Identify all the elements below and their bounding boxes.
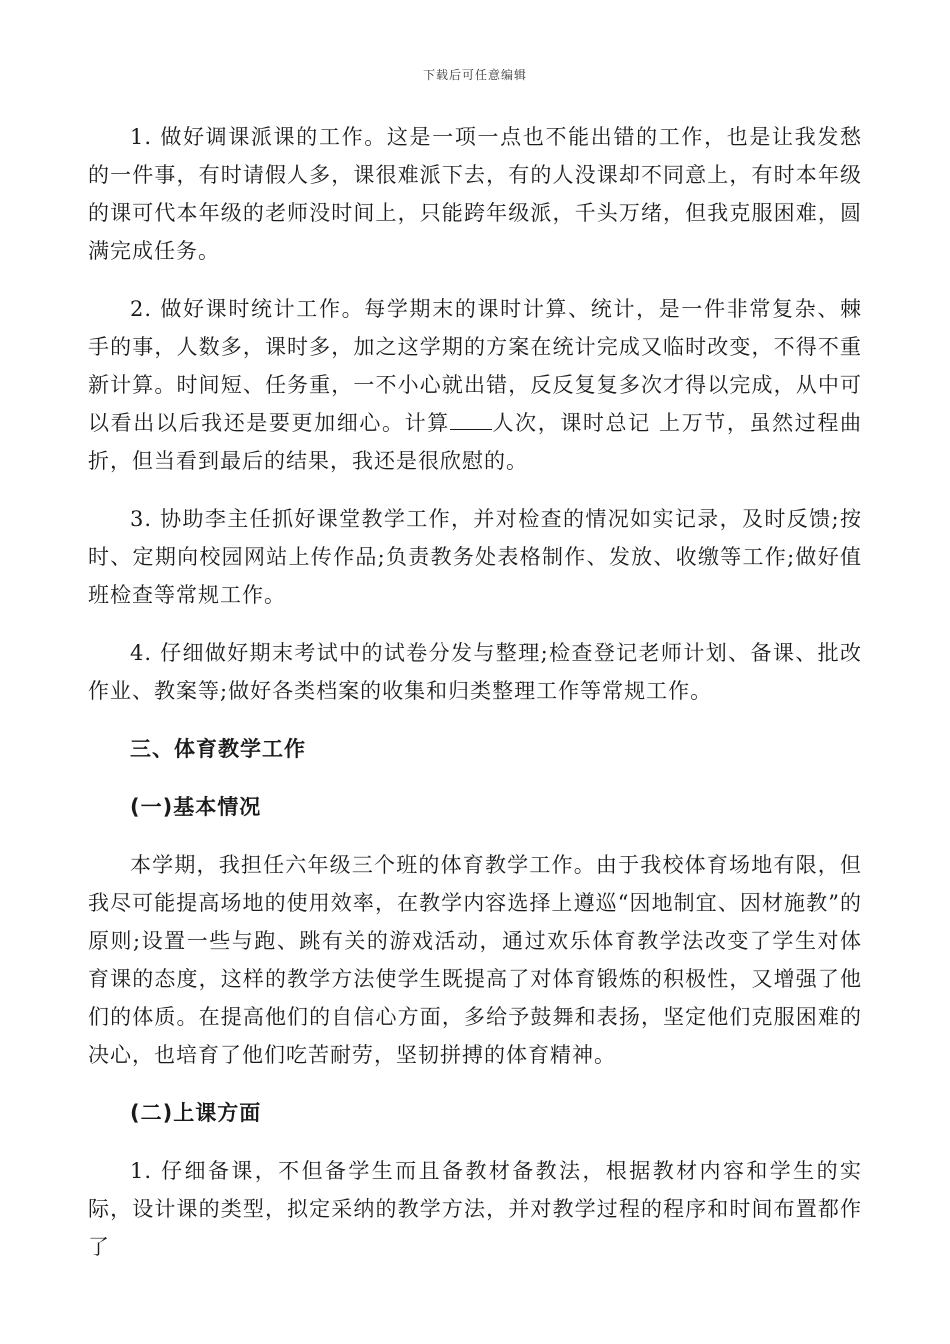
paragraph-course-scheduling: 1. 做好调课派课的工作。这是一项一点也不能出错的工作，也是让我发愁的一件事，有时请假人多，课很难派下去，有的人没课却不同意上，有时本年级的课可代本年级的老师没时间上，只能跨年级派，千头万绪，但我克服困难，圆满完成任务。 (88, 125, 862, 263)
header-note: 下载后可任意编辑 (422, 68, 527, 82)
section-heading-pe-teaching: 三、体育教学工作 (130, 737, 306, 761)
paragraph-lesson-preparation: 1. 仔细备课，不但备学生而且备教材备教法，根据教材内容和学生的实际，设计课的类型，拟定采纳的教学方法，并对教学过程的程序和时间布置都作了 (88, 1159, 862, 1259)
paragraph-exam-work: 4. 仔细做好期末考试中的试卷分发与整理;检查登记老师计划、备课、批改作业、教案等;做好各类档案的收集和归类整理工作等常规工作。 (88, 641, 862, 703)
document-body (88, 118, 862, 1286)
paragraph-text: 人次，课时总记 上万节，虽然过程曲折，但当看到最后的结果，我还是很欣慰的。 (88, 411, 862, 473)
paragraph-basic-situation: 本学期，我担任六年级三个班的体育教学工作。由于我校体育场地有限，但我尽可能提高场地的使用效率，在教学内容选择上遵巡“因地制宜、因材施教”的原则;设置一些与跑、跳有关的游戏活动，通过欢乐体育教学法改变了学生对体育课的态度，这样的教学方法使学生既提高了对体育锻炼的积极性，又增强了他们的体质。在提高他们的自信心方面，多给予鼓舞和表扬，坚定他们克服困难的决心，也培育了他们吃苦耐劳，坚韧拼搏的体育精神。 (88, 853, 862, 1067)
subsection-heading-basic-situation: (一)基本情况 (130, 795, 262, 819)
blank-underline (450, 409, 492, 430)
paragraph-class-hour-statistics (88, 290, 862, 480)
paragraph-teaching-assistance: 3. 协助李主任抓好课堂教学工作，并对检查的情况如实记录，及时反馈;按时、定期向校园网站上传作品;负责教务处表格制作、发放、收缴等工作;做好值班检查等常规工作。 (88, 507, 862, 607)
paragraph-text: 2. 做好课时统计工作。每学期末的课时计算、统计，是一件非常复杂、棘手的事，人数多，课时多，加之这学期的方案在统计完成又临时改变，不得不重新计算。时间短、任务重，一不小心就出错，反反复复多次才得以完成，从中可以看出以后我还是要更加细心。计算 (88, 297, 862, 435)
subsection-heading-classes: (二)上课方面 (130, 1101, 262, 1125)
